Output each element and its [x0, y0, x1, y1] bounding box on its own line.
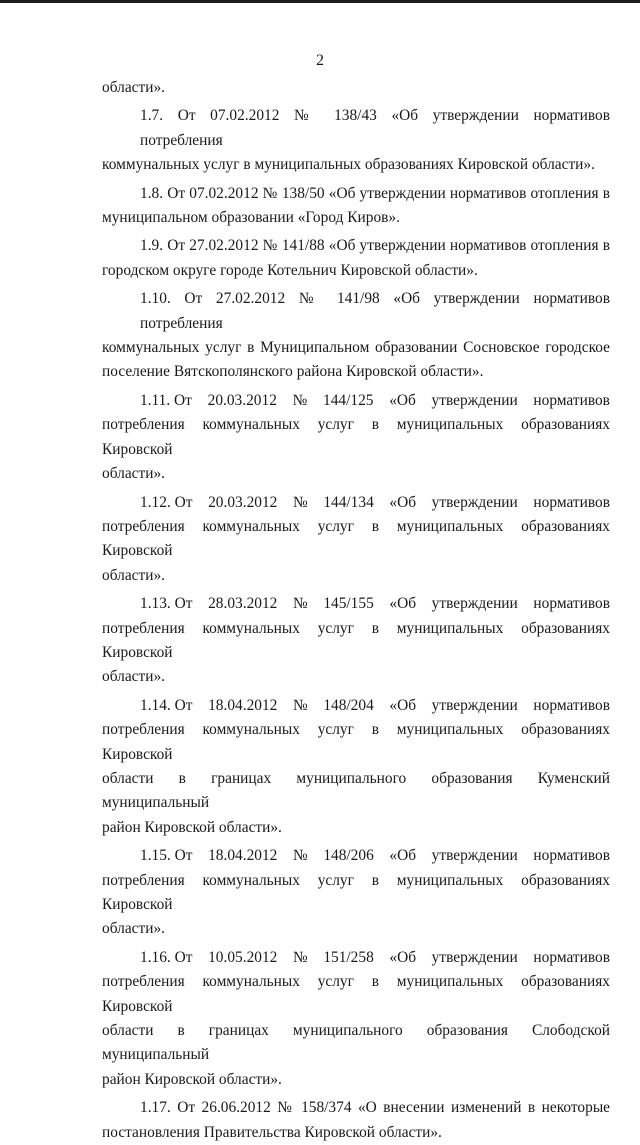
item-line: 1.7. От 07.02.2012 № 138/43 «Об утверждении нормативов потребления: [140, 107, 610, 149]
item-header-word: «Об: [389, 847, 417, 865]
item-header-word: 20.03.2012: [207, 391, 277, 409]
item-header-word: нормативов: [533, 595, 610, 613]
item-header-word: 18.04.2012: [208, 696, 278, 714]
item-list: [102, 104, 610, 1145]
item-header-word: №: [293, 948, 308, 966]
item-line: области в границах муниципального образования Куменский муниципальный: [102, 769, 610, 812]
item-header-row: [102, 844, 610, 868]
list-item: [102, 389, 610, 487]
item-line: район Кировской области».: [102, 1070, 282, 1088]
item-line: коммунальных услуг в Муниципальном образовании Сосновское городское: [102, 339, 610, 357]
item-header-row: [102, 389, 610, 413]
item-line: коммунальных услуг в муниципальных образованиях Кировской области».: [102, 156, 595, 174]
item-header-word: №: [293, 595, 308, 613]
item-header-word: «Об: [389, 493, 417, 511]
item-header-word: 145/155: [323, 595, 374, 613]
item-line: области».: [102, 465, 165, 483]
item-line: потребления коммунальных услуг в муниципальных образованиях Кировской: [102, 973, 610, 1015]
item-header-word: нормативов: [533, 948, 610, 966]
item-line: 1.9. От 27.02.2012 № 141/88 «Об утверждении нормативов отопления в: [140, 237, 610, 255]
item-line: 1.17. От 26.06.2012 № 158/374 «О внесении изменений в некоторые: [140, 1099, 610, 1117]
item-header-word: №: [293, 696, 308, 714]
item-header-word: 148/204: [323, 696, 374, 714]
item-line: постановления Правительства Кировской области».: [102, 1123, 442, 1141]
item-header-word: 1.14. От: [140, 696, 193, 714]
item-header-word: 144/134: [323, 493, 374, 511]
intro-line: области».: [102, 79, 165, 96]
item-header-word: 18.04.2012: [208, 847, 278, 865]
item-header-word: утверждении: [431, 696, 518, 714]
item-header-word: нормативов: [533, 493, 610, 511]
item-header-word: утверждении: [431, 948, 518, 966]
item-header-word: №: [293, 847, 308, 865]
item-line: потребления коммунальных услуг в муниципальных образованиях Кировской: [102, 871, 610, 913]
item-header-row: [102, 491, 610, 515]
item-line: 1.10. От 27.02.2012 № 141/98 «Об утверждении нормативов потребления: [140, 290, 610, 332]
item-line: потребления коммунальных услуг в муниципальных образованиях Кировской: [102, 416, 610, 458]
item-line: потребления коммунальных услуг в муниципальных образованиях Кировской: [102, 619, 610, 661]
item-header-word: 28.03.2012: [208, 595, 278, 613]
list-item: [102, 1096, 610, 1145]
item-line: район Кировской области».: [102, 818, 282, 836]
item-line: области».: [102, 566, 165, 584]
item-header-word: 1.16. От: [140, 948, 193, 966]
item-header-row: [102, 694, 610, 718]
list-item: [102, 592, 610, 690]
item-line: области».: [102, 920, 165, 938]
item-line: области в границах муниципального образования Слободской муниципальный: [102, 1022, 610, 1064]
list-item: [102, 844, 610, 942]
document-body: [102, 76, 610, 1145]
item-line: 1.8. От 07.02.2012 № 138/50 «Об утверждении нормативов отопления в: [140, 184, 610, 202]
list-item: [102, 234, 610, 283]
item-header-word: утверждении: [431, 391, 518, 409]
item-header-word: 1.13. От: [140, 595, 193, 613]
item-line: потребления коммунальных услуг в муниципальных образованиях Кировской: [102, 721, 610, 763]
item-line: городском округе городе Котельнич Кировской области».: [102, 261, 478, 279]
item-header-word: «Об: [389, 391, 416, 409]
item-line: муниципальном образовании «Город Киров».: [102, 209, 400, 227]
item-header-word: утверждении: [431, 595, 518, 613]
item-header-word: №: [293, 493, 308, 511]
item-header-word: «Об: [389, 948, 417, 966]
list-item: [102, 287, 610, 385]
top-border-line: [0, 0, 640, 3]
item-header-word: 20.03.2012: [208, 493, 278, 511]
item-line: потребления коммунальных услуг в муниципальных образованиях Кировской: [102, 517, 610, 560]
list-item: [102, 491, 610, 589]
item-line: поселение Вятскополянского района Кировской области».: [102, 363, 484, 381]
item-header-word: №: [292, 391, 308, 409]
item-header-word: 144/125: [323, 391, 374, 409]
item-header-word: 151/258: [323, 948, 374, 966]
item-header-row: [102, 946, 610, 970]
item-header-word: «Об: [389, 696, 417, 714]
list-item: [102, 104, 610, 177]
item-header-word: 1.12. От: [140, 493, 193, 511]
item-header-word: утверждении: [431, 493, 518, 511]
list-item: [102, 946, 610, 1092]
item-header-word: 148/206: [323, 847, 374, 865]
item-header-word: нормативов: [533, 847, 610, 865]
item-header-word: 1.15. От: [140, 847, 193, 865]
list-item: [102, 694, 610, 840]
item-header-row: [102, 592, 610, 616]
item-header-word: нормативов: [533, 391, 610, 409]
item-header-word: 10.05.2012: [208, 948, 278, 966]
page-number: 2: [316, 52, 324, 69]
list-item: [102, 182, 610, 231]
item-header-word: «Об: [389, 595, 417, 613]
item-header-word: 1.11. От: [140, 391, 192, 409]
item-header-word: нормативов: [533, 696, 610, 714]
item-header-word: утверждении: [431, 847, 518, 865]
item-line: области».: [102, 668, 165, 686]
